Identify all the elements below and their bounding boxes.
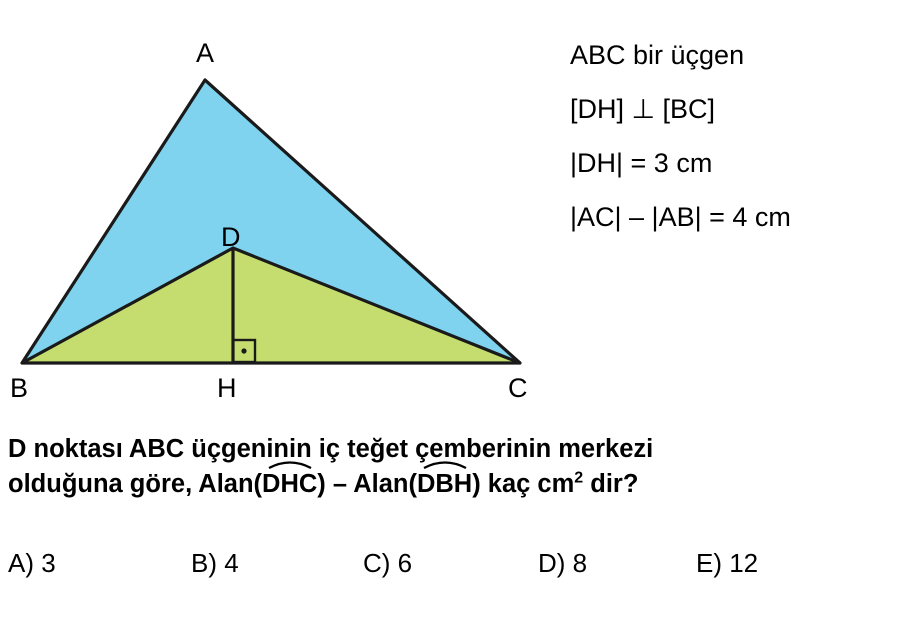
choice-a[interactable]: A) 3 (8, 548, 56, 578)
question-line-2-suffix: ) kaç cm (472, 470, 575, 499)
triangle-diagram (0, 0, 560, 410)
geometry-figure (0, 0, 560, 410)
given-line-3: |DH| = 3 cm (570, 148, 713, 178)
vertex-label-a: A (196, 38, 215, 68)
arc-icon (267, 458, 313, 469)
question-line-2-end: dir? (583, 470, 639, 499)
triangle-label-dbh: DBH (416, 470, 473, 499)
choice-b[interactable]: B) 4 (191, 548, 239, 578)
answer-choices (8, 548, 892, 598)
exponent-two: 2 (574, 469, 584, 487)
right-angle-dot (241, 348, 246, 353)
vertex-label-d: D (221, 222, 241, 252)
question-line-2-mid: ) – Alan( (317, 470, 417, 499)
arc-icon (422, 458, 468, 469)
question-line-1: D noktası ABC üçgeninin iç teğet çemberinin merkezi (8, 435, 654, 463)
vertex-label-c: C (508, 373, 528, 403)
triangle-label-dhc: DHC (262, 470, 318, 499)
triangle-notation-dbh (417, 467, 472, 502)
vertex-label-h: H (217, 373, 237, 403)
question-text (8, 432, 892, 502)
given-line-4: |AC| – |AB| = 4 cm (570, 202, 791, 232)
triangle-notation-dhc (262, 467, 317, 502)
choice-e[interactable]: E) 12 (696, 548, 759, 578)
choice-c[interactable]: C) 6 (363, 548, 413, 578)
given-line-2: [DH] ⊥ [BC] (570, 94, 716, 124)
givens-list (570, 42, 900, 258)
choice-d[interactable]: D) 8 (538, 548, 588, 578)
vertex-label-b: B (10, 373, 29, 403)
question-line-2-prefix: olduğuna göre, Alan( (8, 470, 263, 499)
given-line-1: ABC bir üçgen (570, 40, 745, 70)
question-line-2 (8, 467, 892, 502)
